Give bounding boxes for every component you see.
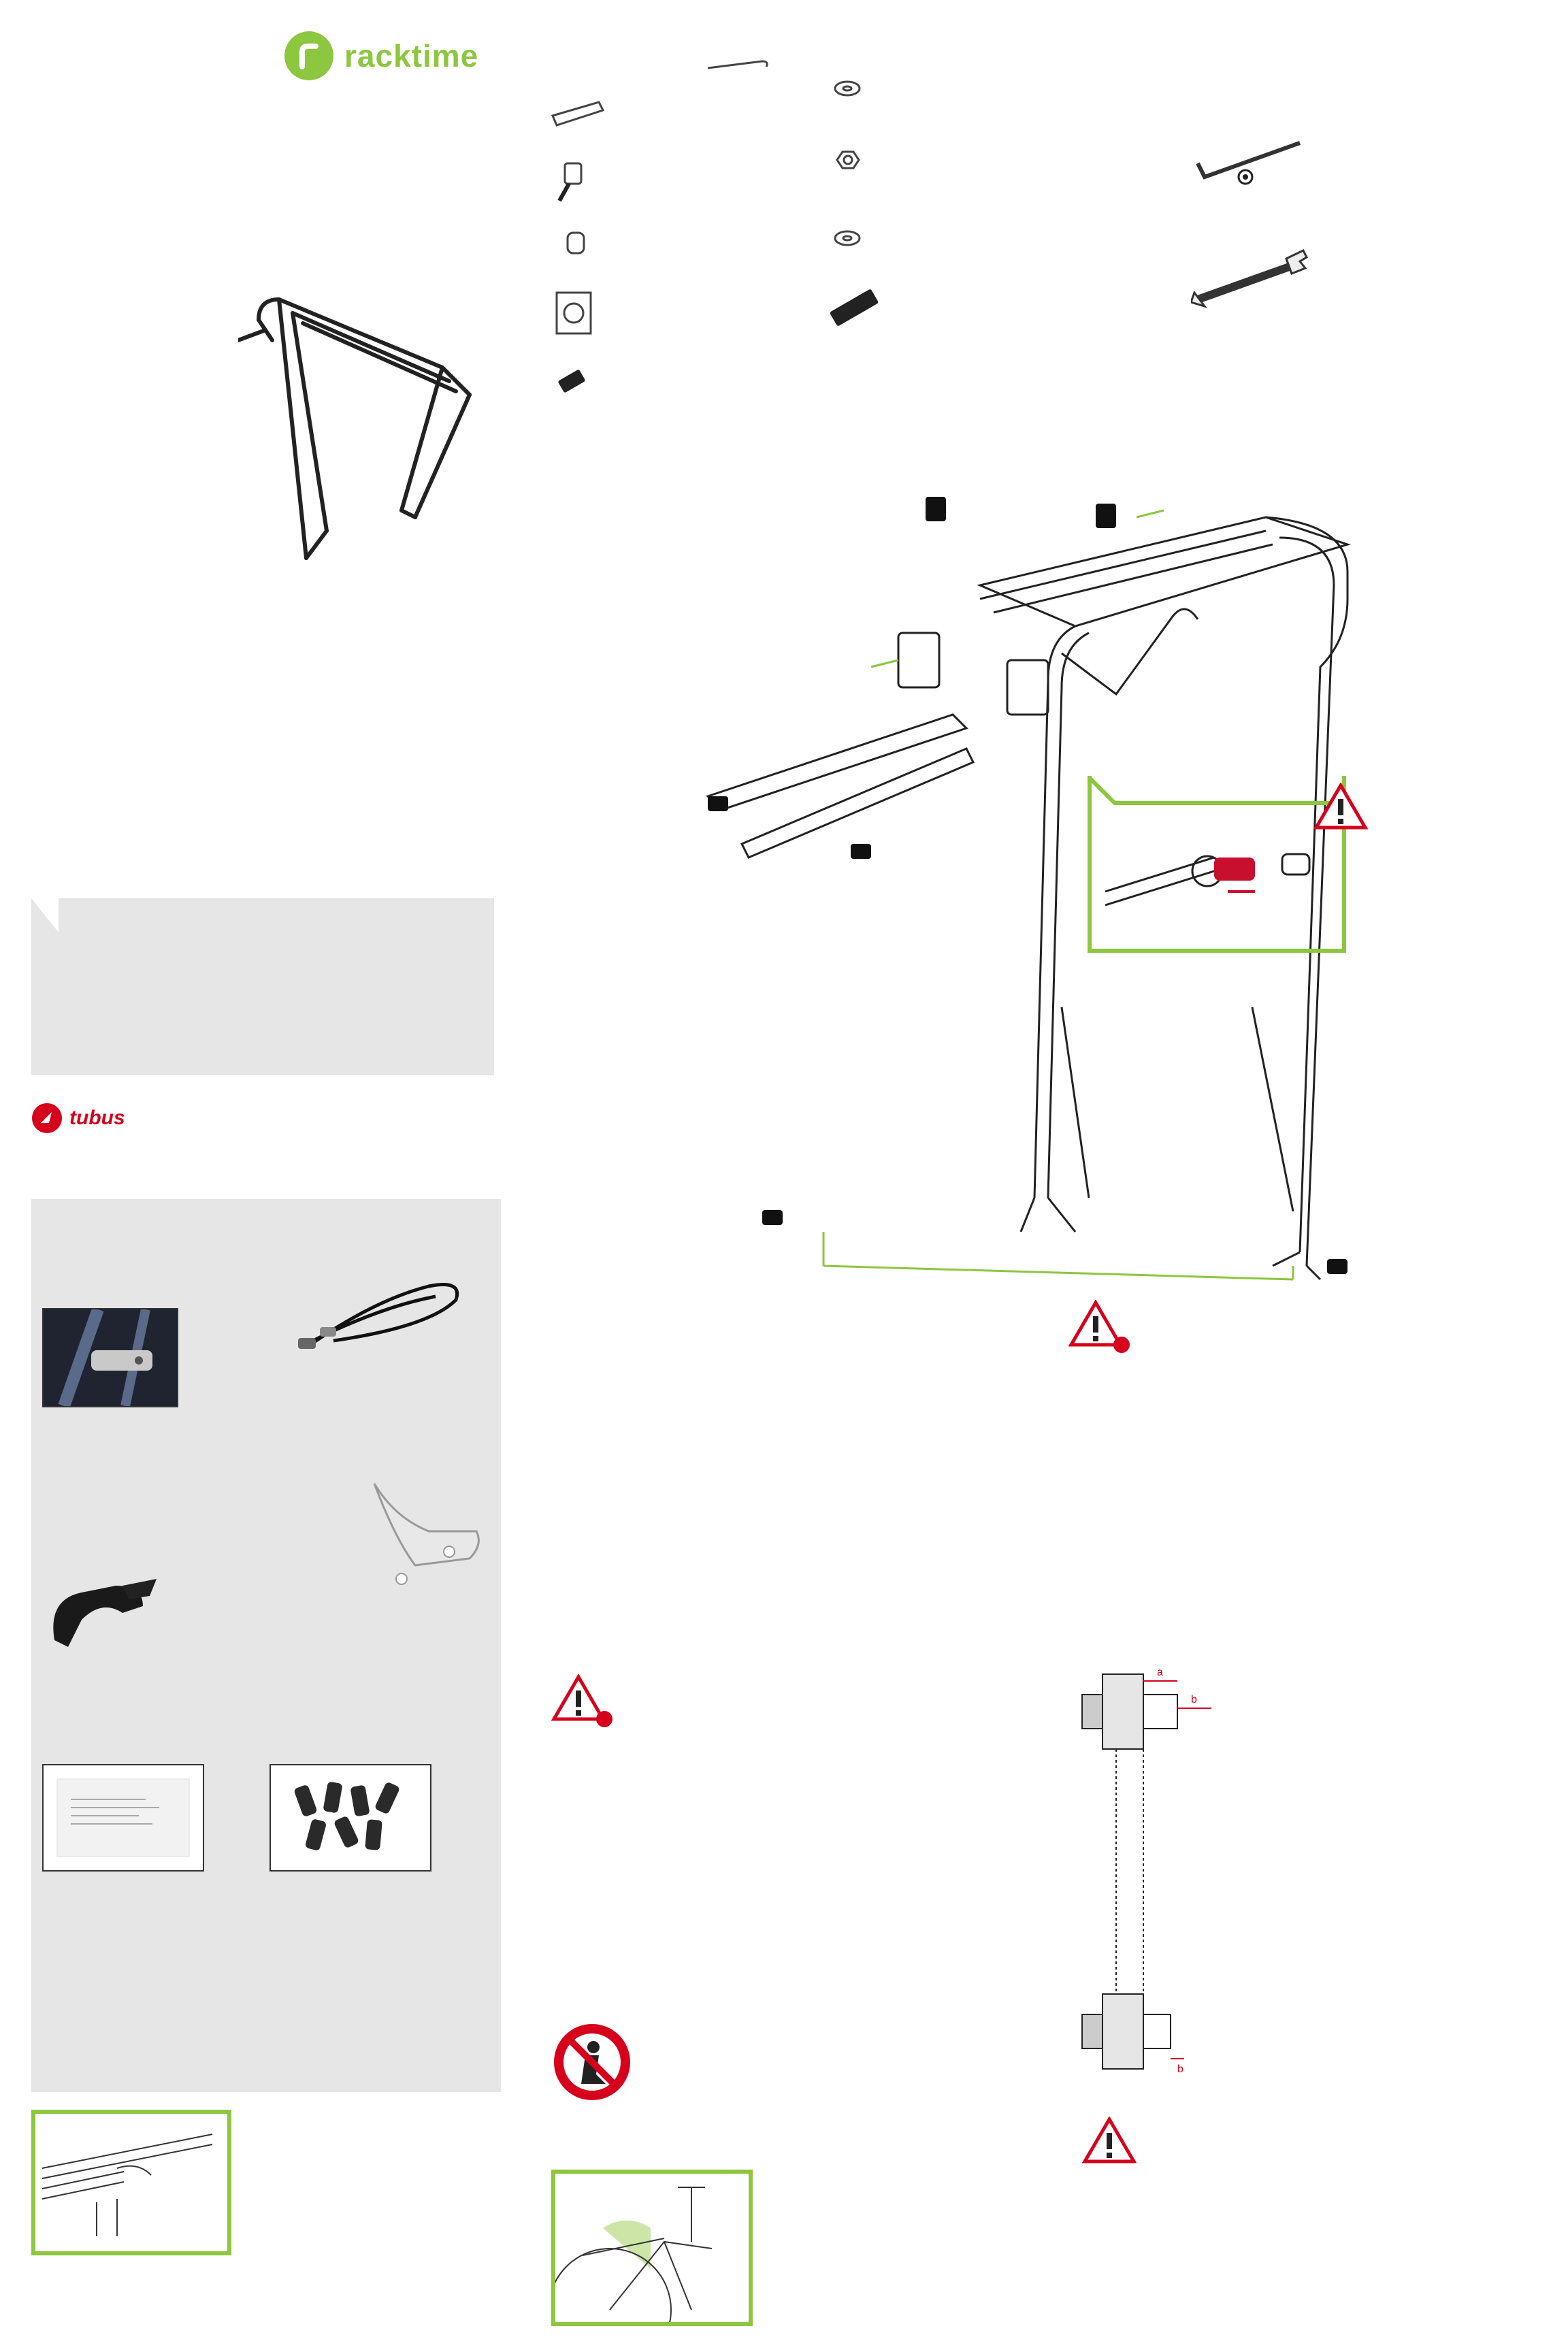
racktime-logo <box>284 30 495 82</box>
warning-triangle-icon <box>1068 1300 1137 1354</box>
accessory-clip <box>41 1558 163 1661</box>
tool-hex-key <box>1191 136 1313 191</box>
inset-top-edge <box>1088 776 1346 780</box>
brand-name: racktime <box>344 38 479 74</box>
no-child-seat-icon <box>551 2021 633 2103</box>
detail-frame-rail <box>31 2110 231 2255</box>
warning-triangle-icon <box>1313 783 1368 830</box>
tubus-logo <box>31 1102 125 1134</box>
bolt-label-a: a <box>1157 1667 1163 1678</box>
warning-triangle-icon <box>1082 2117 1137 2164</box>
bolt-label-b-bottom: b <box>1177 2063 1183 2075</box>
bolt-cross-section <box>1075 1654 1225 2089</box>
accessory-bungee-strap <box>293 1273 470 1361</box>
detail-frame-bicycle <box>551 2170 753 2326</box>
bolt-label-b: b <box>1191 1694 1197 1705</box>
tool-open-end-wrench <box>1191 245 1313 313</box>
rack-product-image <box>238 272 497 578</box>
accessory-bracket <box>368 1477 490 1592</box>
accessory-thumb-mount-photo <box>42 1308 178 1407</box>
tubus-logo-mark <box>31 1102 63 1134</box>
racktime-logo-mark <box>284 31 333 80</box>
partner-name: tubus <box>69 1107 125 1129</box>
accessory-thumb-caps <box>270 1764 431 1872</box>
accessory-thumb-document <box>42 1764 204 1872</box>
parts-list-diagram <box>544 54 885 408</box>
info-panel-top <box>31 898 494 1075</box>
warning-triangle-icon <box>551 1674 619 1729</box>
